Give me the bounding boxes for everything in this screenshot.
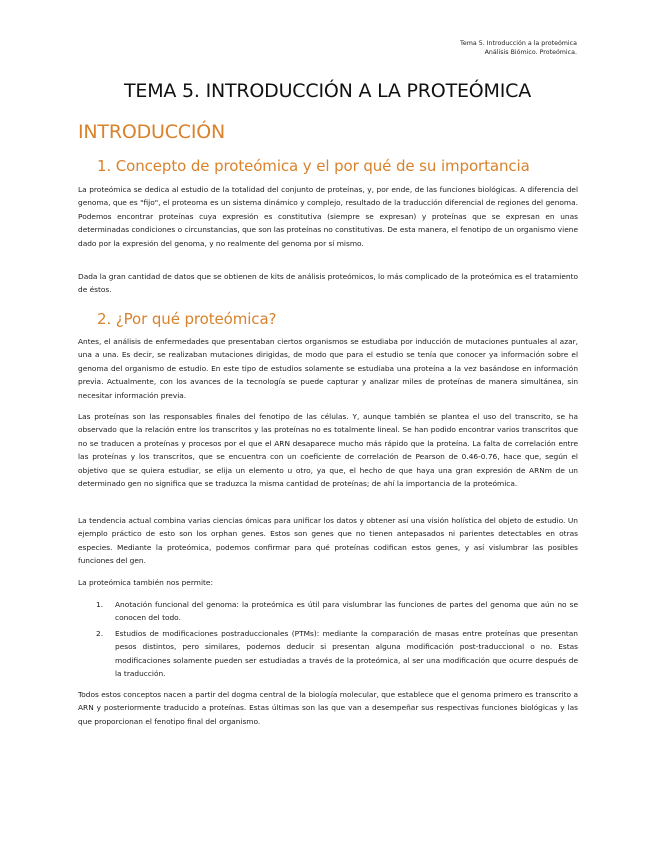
paragraph: La tendencia actual combina varias ciencias ómicas para unificar los datos y obtener así una visión holística del objeto de estudio. Un ejemplo práctico de esto son los orphan genes. Estos son genes que no tienen antepasados ni parientes detectables en otras especies. Mediante la proteómica, podemos confirmar para qué proteínas codifican estos genes, y así vislumbrar las posibles funciones del gen. — [78, 516, 578, 566]
subheading-por-que: 2. ¿Por qué proteómica? — [97, 310, 277, 328]
header-line-subject: Análisis Biómico. Proteómica. — [484, 49, 577, 56]
section-heading-introduccion: INTRODUCCIÓN — [78, 121, 226, 143]
numbered-list — [78, 598, 578, 682]
paragraph: Antes, el análisis de enfermedades que presentaban ciertos organismos se estudiaba por inducción de mutaciones puntuales al azar, una a una. Es decir, se realizaban mutaciones dirigidas, de modo que para el estudio se tenía que conocer ya información sobre el genoma del organismo de estudio. En este tipo de estudios solamente se estudiaba una proteína a la vez basándose en información previa. Actualmente, con los avances de la tecnología se puede capturar y analizar miles de proteínas de manera simultánea, sin necesitar información previa. — [78, 337, 578, 400]
subheading-concepto: 1. Concepto de proteómica y el por qué de su importancia — [97, 157, 530, 175]
running-header — [460, 39, 577, 57]
paragraph: Todos estos conceptos nacen a partir del dogma central de la biología molecular, que establece que el genoma primero es transcrito a ARN y posteriormente traducido a proteínas. Estas últimas son las que van a desempeñar sus respectivas funciones biológicas y las que proporcionan el fenotipo final del organismo. — [78, 690, 578, 726]
header-line-topic: Tema 5. Introducción a la proteómica — [460, 40, 577, 47]
paragraph: La proteómica también nos permite: — [78, 578, 213, 587]
list-number: 2. — [96, 628, 104, 638]
list-number: 1. — [96, 600, 104, 609]
paragraph: La proteómica se dedica al estudio de la totalidad del conjunto de proteínas, y, por ende, de las funciones biológicas. A diferencia del genoma, que es "fijo", el proteoma es un sistema dinámico y complejo, resultado de la traducción diferencial de regiones del genoma. Podemos encontrar proteínas cuya expresión es constitutiva (siempre se expresan) y proteínas que se expresan en unas determinadas condiciones o circunstancias, que son las proteínas no constitutivas. De esta manera, el fenotipo de un organismo viene dado por la expresión del genoma, y no realmente del genoma por sí mismo. — [78, 185, 578, 248]
list-item — [78, 627, 578, 681]
paragraph: Dada la gran cantidad de datos que se obtienen de kits de análisis proteómicos, lo más complicado de la proteómica es el tratamiento de éstos. — [78, 272, 578, 295]
document-title: TEMA 5. INTRODUCCIÓN A LA PROTEÓMICA — [123, 80, 531, 102]
paragraph: Las proteínas son las responsables finales del fenotipo de las células. Y, aunque también se plantea el uso del transcrito, se ha observado que la relación entre los transcritos y las proteínas no es totalmente lineal. Se han podido encontrar varios transcritos que no se traducen a proteínas y procesos por el que el ARN desaparece mucho más rápido que la proteína. La falta de correlación entre las proteínas y los transcritos, que se encuentra con un coeficiente de correlación de Pearson de 0.46-0.76, hace que, según el objetivo que se quiera estudiar, se elija un elemento u otro, ya que, el hecho de que haya una gran expresión de ARNm de un determinado gen no significa que se traduzca la misma cantidad de proteínas; de ahí la importancia de la proteómica. — [78, 412, 578, 489]
list-item-text: Anotación funcional del genoma: la proteómica es útil para vislumbrar las funciones de partes del genoma que aún no se conocen del todo. — [115, 600, 578, 623]
list-item — [78, 598, 578, 625]
list-item-text: Estudios de modificaciones postraduccionales (PTMs): mediante la comparación de masas entre proteínas que presentan pesos distintos, pero similares, podemos deducir si presentan alguna modificación post-traduccional o no. Estas modificaciones solamente pueden ser estudiadas a través de la proteómica, al ser una modificación que ocurre después de la traducción. — [115, 628, 578, 679]
